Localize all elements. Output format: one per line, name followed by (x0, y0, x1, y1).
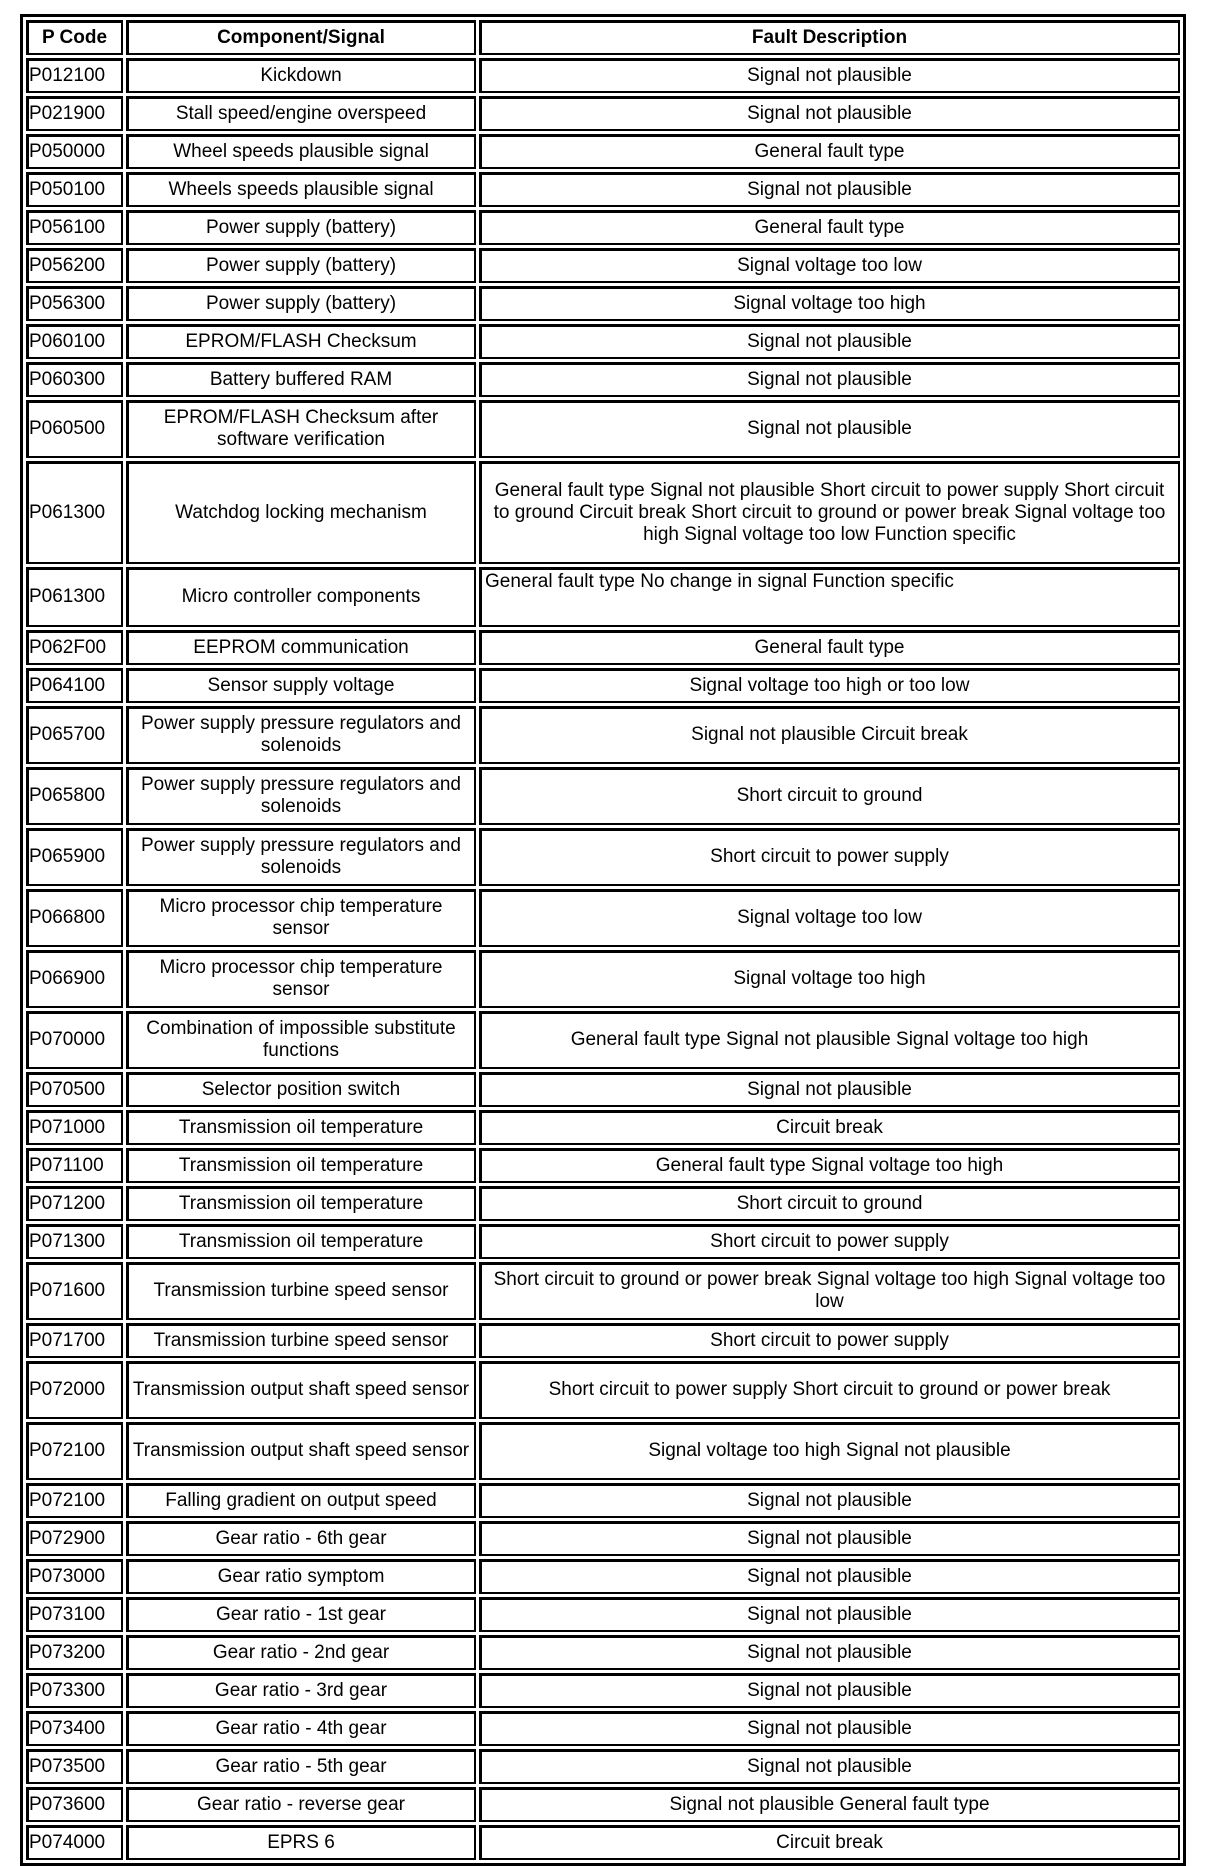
component-signal-cell: EPROM/FLASH Checksum after software verification (126, 400, 476, 458)
fault-description-cell: Signal not plausible (479, 172, 1180, 207)
p-code-cell: P071100 (26, 1148, 123, 1183)
component-signal-cell: Transmission output shaft speed sensor (126, 1422, 476, 1480)
table-row (26, 1787, 1180, 1822)
p-code-cell: P050100 (26, 172, 123, 207)
fault-description-cell: Signal voltage too high (479, 950, 1180, 1008)
table-row (26, 1635, 1180, 1670)
table-row (26, 1148, 1180, 1183)
fault-description-cell: Circuit break (479, 1110, 1180, 1145)
component-signal-cell: Power supply pressure regulators and solenoids (126, 767, 476, 825)
table-row (26, 767, 1180, 825)
table-row (26, 1749, 1180, 1784)
fault-description-cell: Signal not plausible (479, 1635, 1180, 1670)
component-signal-cell: EPROM/FLASH Checksum (126, 324, 476, 359)
fault-description-cell: Circuit break (479, 1825, 1180, 1860)
component-signal-cell: Power supply pressure regulators and solenoids (126, 706, 476, 764)
p-code-cell: P056200 (26, 248, 123, 283)
table-row (26, 668, 1180, 703)
p-code-cell: P060100 (26, 324, 123, 359)
component-signal-cell: Power supply (battery) (126, 210, 476, 245)
fault-description-cell: General fault type No change in signal Function specific (479, 567, 1180, 627)
fault-description-cell: Short circuit to ground or power break Signal voltage too high Signal voltage too low (479, 1262, 1180, 1320)
fault-description-cell: Signal voltage too high (479, 286, 1180, 321)
fault-description-cell: General fault type Signal not plausible Signal voltage too high (479, 1011, 1180, 1069)
fault-description-cell: Signal voltage too low (479, 248, 1180, 283)
table-row (26, 1711, 1180, 1746)
table-row (26, 96, 1180, 131)
p-code-cell: P072100 (26, 1422, 123, 1480)
fault-description-cell: Signal voltage too high or too low (479, 668, 1180, 703)
component-signal-cell: EPRS 6 (126, 1825, 476, 1860)
fault-description-cell: Signal not plausible (479, 96, 1180, 131)
table-row (26, 324, 1180, 359)
component-signal-cell: Gear ratio - reverse gear (126, 1787, 476, 1822)
fault-description-cell: General fault type (479, 630, 1180, 665)
p-code-cell: P066900 (26, 950, 123, 1008)
table-row (26, 950, 1180, 1008)
table-row (26, 286, 1180, 321)
header-component-signal: Component/Signal (126, 20, 476, 55)
component-signal-cell: Transmission oil temperature (126, 1186, 476, 1221)
fault-description-cell: Signal not plausible (479, 1072, 1180, 1107)
fault-code-table (23, 17, 1183, 1863)
table-row (26, 1559, 1180, 1594)
table-row (26, 461, 1180, 564)
p-code-cell: P060300 (26, 362, 123, 397)
p-code-cell: P070000 (26, 1011, 123, 1069)
p-code-cell: P071700 (26, 1323, 123, 1358)
component-signal-cell: Gear ratio - 6th gear (126, 1521, 476, 1556)
component-signal-cell: Gear ratio - 5th gear (126, 1749, 476, 1784)
component-signal-cell: Gear ratio - 1st gear (126, 1597, 476, 1632)
table-row (26, 1186, 1180, 1221)
fault-description-cell: Signal not plausible (479, 1673, 1180, 1708)
table-row (26, 1110, 1180, 1145)
p-code-cell: P073200 (26, 1635, 123, 1670)
fault-description-cell: General fault type (479, 134, 1180, 169)
table-row (26, 210, 1180, 245)
p-code-cell: P064100 (26, 668, 123, 703)
fault-description-cell: Signal not plausible (479, 1521, 1180, 1556)
table-row (26, 1597, 1180, 1632)
fault-description-cell: Signal voltage too high Signal not plausible (479, 1422, 1180, 1480)
component-signal-cell: Combination of impossible substitute functions (126, 1011, 476, 1069)
p-code-cell: P021900 (26, 96, 123, 131)
component-signal-cell: Power supply pressure regulators and solenoids (126, 828, 476, 886)
fault-description-cell: Short circuit to power supply (479, 1323, 1180, 1358)
table-row (26, 889, 1180, 947)
component-signal-cell: Gear ratio - 4th gear (126, 1711, 476, 1746)
table-row (26, 706, 1180, 764)
p-code-cell: P056100 (26, 210, 123, 245)
header-p-code: P Code (26, 20, 123, 55)
table-row (26, 1673, 1180, 1708)
p-code-cell: P073300 (26, 1673, 123, 1708)
fault-description-cell: Signal not plausible (479, 58, 1180, 93)
table-row (26, 1262, 1180, 1320)
p-code-cell: P056300 (26, 286, 123, 321)
p-code-cell: P073600 (26, 1787, 123, 1822)
p-code-cell: P070500 (26, 1072, 123, 1107)
table-row (26, 630, 1180, 665)
fault-description-cell: Short circuit to power supply Short circuit to ground or power break (479, 1361, 1180, 1419)
p-code-cell: P061300 (26, 567, 123, 627)
table-row (26, 828, 1180, 886)
fault-description-cell: Short circuit to ground (479, 1186, 1180, 1221)
fault-description-cell: Short circuit to ground (479, 767, 1180, 825)
fault-description-cell: Short circuit to power supply (479, 1224, 1180, 1259)
p-code-cell: P073500 (26, 1749, 123, 1784)
p-code-cell: P071300 (26, 1224, 123, 1259)
component-signal-cell: Transmission turbine speed sensor (126, 1323, 476, 1358)
table-row (26, 58, 1180, 93)
p-code-cell: P065700 (26, 706, 123, 764)
table-row (26, 248, 1180, 283)
p-code-cell: P012100 (26, 58, 123, 93)
component-signal-cell: Gear ratio symptom (126, 1559, 476, 1594)
fault-description-cell: Signal not plausible (479, 1711, 1180, 1746)
p-code-cell: P072000 (26, 1361, 123, 1419)
component-signal-cell: Micro processor chip temperature sensor (126, 950, 476, 1008)
p-code-cell: P073400 (26, 1711, 123, 1746)
header-fault-description: Fault Description (479, 20, 1180, 55)
component-signal-cell: Watchdog locking mechanism (126, 461, 476, 564)
component-signal-cell: Sensor supply voltage (126, 668, 476, 703)
component-signal-cell: Selector position switch (126, 1072, 476, 1107)
table-row (26, 134, 1180, 169)
p-code-cell: P073000 (26, 1559, 123, 1594)
p-code-cell: P062F00 (26, 630, 123, 665)
component-signal-cell: Gear ratio - 3rd gear (126, 1673, 476, 1708)
component-signal-cell: Battery buffered RAM (126, 362, 476, 397)
p-code-cell: P071600 (26, 1262, 123, 1320)
table-row (26, 172, 1180, 207)
component-signal-cell: Micro processor chip temperature sensor (126, 889, 476, 947)
table-row (26, 1224, 1180, 1259)
table-row (26, 362, 1180, 397)
fault-description-cell: Signal voltage too low (479, 889, 1180, 947)
table-row (26, 1011, 1180, 1069)
component-signal-cell: Transmission output shaft speed sensor (126, 1361, 476, 1419)
fault-description-cell: Signal not plausible (479, 1597, 1180, 1632)
component-signal-cell: Transmission turbine speed sensor (126, 1262, 476, 1320)
p-code-cell: P073100 (26, 1597, 123, 1632)
component-signal-cell: Transmission oil temperature (126, 1148, 476, 1183)
fault-description-cell: Signal not plausible (479, 324, 1180, 359)
p-code-cell: P074000 (26, 1825, 123, 1860)
p-code-cell: P066800 (26, 889, 123, 947)
table-row (26, 1323, 1180, 1358)
component-signal-cell: EEPROM communication (126, 630, 476, 665)
table-row (26, 1422, 1180, 1480)
component-signal-cell: Kickdown (126, 58, 476, 93)
component-signal-cell: Transmission oil temperature (126, 1224, 476, 1259)
fault-description-cell: Short circuit to power supply (479, 828, 1180, 886)
fault-description-cell: Signal not plausible General fault type (479, 1787, 1180, 1822)
fault-description-cell: Signal not plausible (479, 1559, 1180, 1594)
p-code-cell: P071000 (26, 1110, 123, 1145)
p-code-cell: P072100 (26, 1483, 123, 1518)
table-row (26, 1825, 1180, 1860)
header-row (26, 20, 1180, 55)
table-row (26, 400, 1180, 458)
table-row (26, 1072, 1180, 1107)
p-code-cell: P060500 (26, 400, 123, 458)
component-signal-cell: Stall speed/engine overspeed (126, 96, 476, 131)
p-code-cell: P065800 (26, 767, 123, 825)
table-row (26, 1483, 1180, 1518)
fault-description-cell: Signal not plausible (479, 400, 1180, 458)
component-signal-cell: Falling gradient on output speed (126, 1483, 476, 1518)
fault-description-cell: Signal not plausible Circuit break (479, 706, 1180, 764)
component-signal-cell: Power supply (battery) (126, 286, 476, 321)
component-signal-cell: Wheels speeds plausible signal (126, 172, 476, 207)
p-code-cell: P050000 (26, 134, 123, 169)
component-signal-cell: Transmission oil temperature (126, 1110, 476, 1145)
component-signal-cell: Micro controller components (126, 567, 476, 627)
fault-description-cell: General fault type Signal voltage too high (479, 1148, 1180, 1183)
p-code-cell: P061300 (26, 461, 123, 564)
fault-description-cell: General fault type Signal not plausible Short circuit to power supply Short circuit to ground Circuit break Short circuit to ground or power break Signal voltage too high Signal voltage too low Function specific (479, 461, 1180, 564)
component-signal-cell: Gear ratio - 2nd gear (126, 1635, 476, 1670)
table-row (26, 567, 1180, 627)
fault-description-cell: Signal not plausible (479, 362, 1180, 397)
p-code-cell: P071200 (26, 1186, 123, 1221)
table-row (26, 1521, 1180, 1556)
component-signal-cell: Power supply (battery) (126, 248, 476, 283)
table-row (26, 1361, 1180, 1419)
fault-description-cell: Signal not plausible (479, 1483, 1180, 1518)
fault-description-cell: Signal not plausible (479, 1749, 1180, 1784)
fault-description-cell: General fault type (479, 210, 1180, 245)
fault-code-table-frame (20, 14, 1186, 1866)
component-signal-cell: Wheel speeds plausible signal (126, 134, 476, 169)
p-code-cell: P072900 (26, 1521, 123, 1556)
p-code-cell: P065900 (26, 828, 123, 886)
